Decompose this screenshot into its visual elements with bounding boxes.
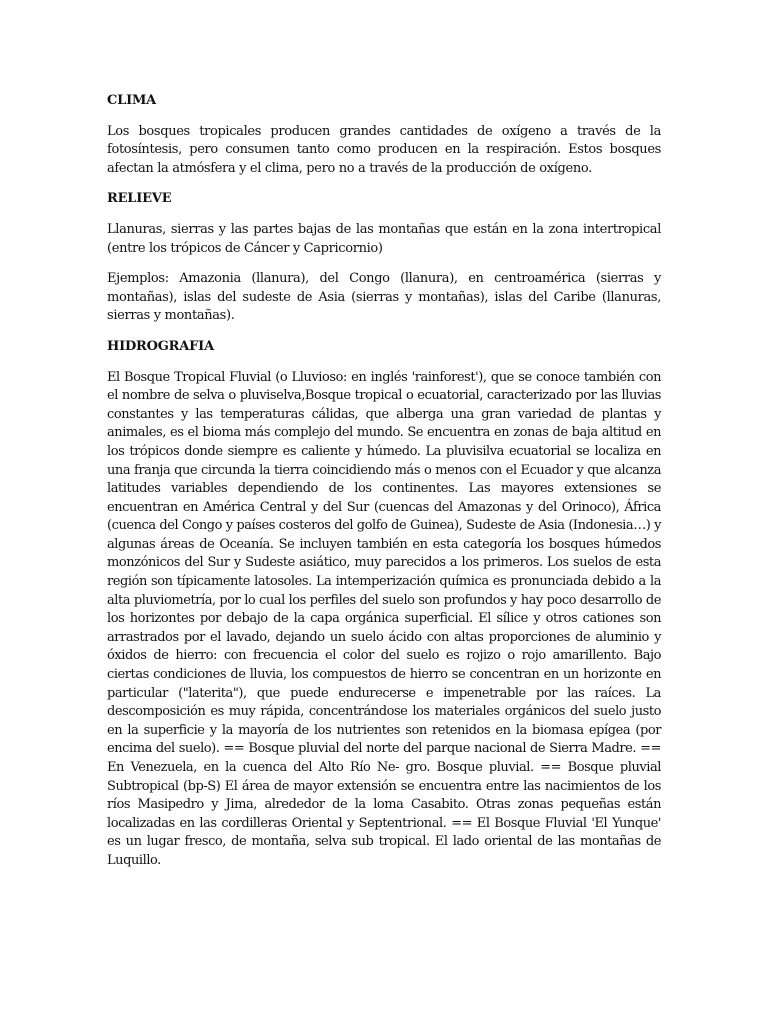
section-heading-relieve: RELIEVE: [107, 191, 172, 207]
section-heading-clima: CLIMA: [107, 93, 157, 108]
paragraph-clima: Los bosques tropicales producen grandes cantidades de oxígeno a través de la fotosíntesis, pero consumen tanto como producen en la respiración. Estos bosques afectan la atmósfera y el clima, pero no a través de la producción de oxígeno.: [107, 123, 661, 176]
section-heading-hidrografia: HIDROGRAFIA: [107, 338, 214, 354]
document-page: [107, 92, 661, 883]
paragraph-relieve-2: Ejemplos: Amazonia (llanura), del Congo (llanura), en centroamérica (sierras y montañas), islas del sudeste de Asia (sierras y montañas), islas del Caribe (llanuras, sierras y montañas).: [107, 271, 661, 324]
paragraph-hidrografia: El Bosque Tropical Fluvial (o Lluvioso: en inglés 'rainforest'), que se conoce también con el nombre de selva o pluviselva,Bosque tropical o ecuatorial, caracterizado por las lluvias constantes y las temperaturas cálidas, que alberga una gran variedad de plantas y animales, es el bioma más complejo del mundo. Se encuentra en zonas de baja altitud en los trópicos donde siempre es caliente y húmedo. La pluvisilva ecuatorial se localiza en una franja que circunda la tierra coincidiendo más o menos con el Ecuador y que alcanza latitudes variables dependiendo de los continentes. Las mayores extensiones se encuentran en América Central y del Sur (cuencas del Amazonas y del Orinoco), África (cuenca del Congo y países costeros del golfo de Guinea), Sudeste de Asia (Indonesia…) y algunas áreas de Oceanía. Se incluyen también en esta categoría los bosques húmedos monzónicos del Sur y Sudeste asiático, muy parecidos a los primeros. Los suelos de esta región son típicamente latosoles. La intemperización química es pronunciada debido a la alta pluviometría, por lo cual los perfiles del suelo son profundos y hay poco desarrollo de los horizontes por debajo de la capa orgánica superficial. El sílice y otros cationes son arrastrados por el lavado, dejando un suelo ácido con altas proporciones de aluminio y óxidos de hierro: con frecuencia el color del suelo es rojizo o rojo amarillento. Bajo ciertas condiciones de lluvia, los compuestos de hierro se concentran en un horizonte en particular ("laterita"), que puede endurecerse e impenetrable por las raíces. La descomposición es muy rápida, concentrándose los materiales orgánicos del suelo justo en la superficie y la mayoría de los nutrientes son retenidos en la biomasa epígea (por encima del suelo). == Bosque pluvial del norte del parque nacional de Sierra Madre. == En Venezuela, en la cuenca del Alto Río Ne- gro. Bosque pluvial. == Bosque pluvial Subtropical (bp-S) El área de mayor extensión se encuentra entre las nacimientos de los ríos Masipedro y Jima, alrededor de la loma Casabito. Otras zonas pequeñas están localizadas en las cordilleras Oriental y Septentrional. == El Bosque Fluvial 'El Yunque' es un lugar fresco, de montaña, selva sub tropical. El lado oriental de las montañas de Luquillo.: [107, 369, 661, 868]
paragraph-relieve-1: Llanuras, sierras y las partes bajas de las montañas que están en la zona intertropical (entre los trópicos de Cáncer y Capricornio): [107, 221, 661, 256]
